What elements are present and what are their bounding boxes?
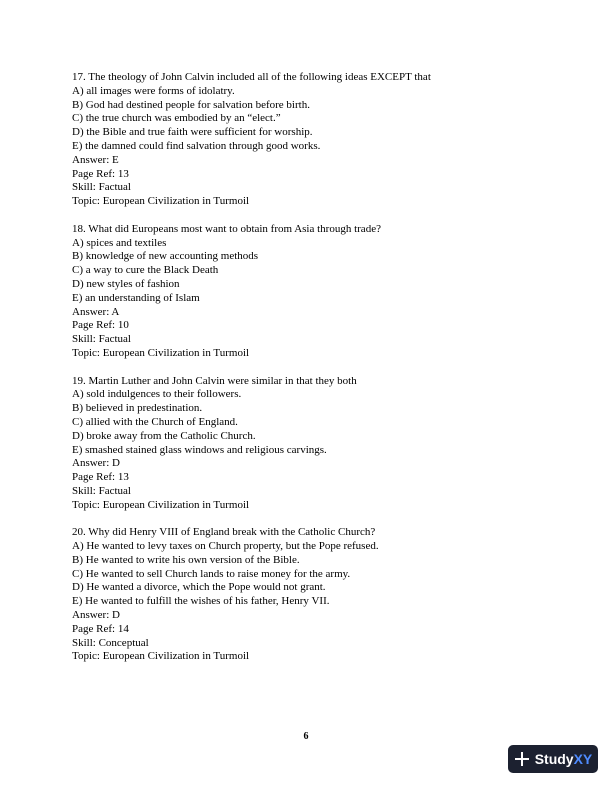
- option-c: C) a way to cure the Black Death: [72, 264, 219, 277]
- badge-brand-xy: XY: [573, 751, 593, 767]
- option-b: B) God had destined people for salvation before birth.: [72, 98, 310, 111]
- option-e: E) smashed stained glass windows and religious carvings.: [72, 443, 327, 456]
- option-c: C) the true church was embodied by an “elect.”: [72, 112, 281, 125]
- page-number: 6: [303, 731, 309, 742]
- topic: Topic: European Civilization in Turmoil: [72, 195, 250, 208]
- option-b: B) He wanted to write his own version of the Bible.: [72, 553, 300, 566]
- option-d: D) He wanted a divorce, which the Pope would not grant.: [72, 581, 326, 594]
- option-e: E) an understanding of Islam: [72, 291, 200, 304]
- option-e: E) He wanted to fulfill the wishes of his father, Henry VII.: [72, 595, 330, 608]
- topic: Topic: European Civilization in Turmoil: [72, 650, 250, 663]
- topic: Topic: European Civilization in Turmoil: [72, 346, 250, 359]
- question-17: [72, 71, 552, 209]
- plus-icon: [514, 751, 530, 767]
- option-c: C) allied with the Church of England.: [72, 415, 238, 428]
- answer: Answer: A: [72, 305, 120, 318]
- skill: Skill: Factual: [72, 181, 131, 194]
- badge-brand: [535, 751, 593, 767]
- option-d: D) broke away from the Catholic Church.: [72, 429, 256, 442]
- studyxy-badge[interactable]: [508, 745, 598, 773]
- question-20: [72, 526, 552, 664]
- option-c: C) He wanted to sell Church lands to raise money for the army.: [72, 567, 351, 580]
- question-stem: 20. Why did Henry VIII of England break with the Catholic Church?: [72, 526, 376, 539]
- answer: Answer: D: [72, 457, 120, 470]
- page-ref: Page Ref: 13: [72, 167, 129, 180]
- option-a: A) spices and textiles: [72, 236, 167, 249]
- option-a: A) all images were forms of idolatry.: [72, 84, 235, 97]
- option-d: D) new styles of fashion: [72, 277, 180, 290]
- badge-brand-study: Study: [534, 751, 574, 767]
- option-e: E) the damned could find salvation through good works.: [72, 139, 321, 152]
- question-19: [72, 375, 552, 513]
- answer: Answer: D: [72, 609, 120, 622]
- page-ref: Page Ref: 13: [72, 471, 129, 484]
- answer: Answer: E: [72, 153, 119, 166]
- option-d: D) the Bible and true faith were sufficient for worship.: [72, 126, 313, 139]
- skill: Skill: Factual: [72, 484, 131, 497]
- question-stem: 19. Martin Luther and John Calvin were similar in that they both: [72, 374, 357, 387]
- page-ref: Page Ref: 10: [72, 319, 129, 332]
- question-18: [72, 223, 552, 361]
- skill: Skill: Factual: [72, 333, 131, 346]
- skill: Skill: Conceptual: [72, 636, 149, 649]
- page-ref: Page Ref: 14: [72, 622, 129, 635]
- option-b: B) believed in predestination.: [72, 402, 203, 415]
- option-b: B) knowledge of new accounting methods: [72, 250, 259, 263]
- question-stem: 18. What did Europeans most want to obtain from Asia through trade?: [72, 222, 381, 235]
- question-stem: 17. The theology of John Calvin included all of the following ideas EXCEPT that: [72, 71, 431, 83]
- topic: Topic: European Civilization in Turmoil: [72, 498, 250, 511]
- option-a: A) sold indulgences to their followers.: [72, 388, 242, 401]
- option-a: A) He wanted to levy taxes on Church property, but the Pope refused.: [72, 540, 379, 553]
- question-list: [72, 71, 552, 678]
